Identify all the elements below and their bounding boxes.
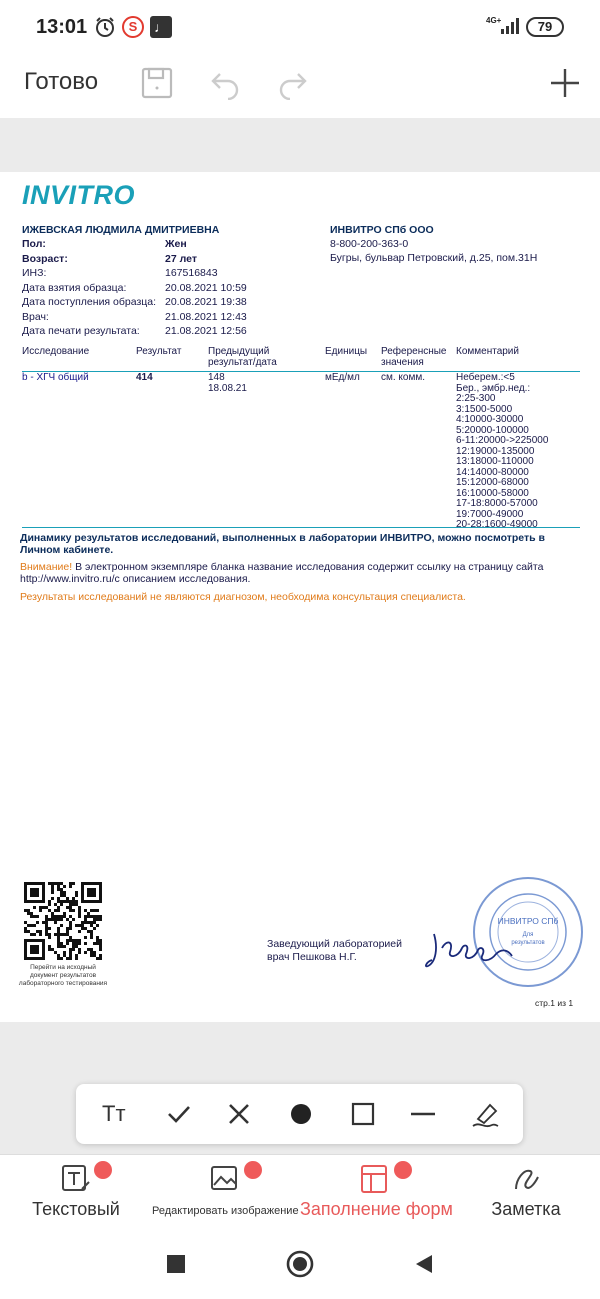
lab-phone: 8-800-200-363-0	[330, 238, 409, 250]
tab-note[interactable]	[484, 1163, 568, 1220]
premium-icon	[394, 1161, 412, 1179]
info-label: Дата печати результата:	[22, 325, 140, 337]
document-page[interactable]	[0, 172, 600, 1022]
comment-line: 19:7000-49000	[456, 508, 524, 520]
table-row	[22, 372, 580, 528]
info-row	[22, 253, 322, 268]
info-row	[22, 311, 322, 326]
home-icon[interactable]	[286, 1250, 314, 1278]
status-bar	[0, 0, 600, 56]
dynamics-note: Динамику результатов исследований, выполненных в лаборатории ИНВИТРО, можно посмотреть в Личном кабинете.	[20, 532, 545, 556]
alarm-icon	[94, 16, 116, 38]
editor-toolbar	[0, 56, 600, 118]
info-row	[22, 282, 322, 297]
col-reference: Референсные значения	[381, 346, 447, 368]
test-link[interactable]: b - ХГЧ общий	[22, 372, 89, 383]
image-edit-icon	[209, 1163, 241, 1195]
undo-icon[interactable]	[208, 66, 242, 100]
comment-line: 14:14000-80000	[456, 466, 529, 478]
info-label: Возраст:	[22, 252, 68, 265]
col-comment: Комментарий	[456, 346, 519, 357]
signature-pen-icon[interactable]	[470, 1099, 500, 1129]
previous-date: 18.08.21	[208, 382, 247, 394]
comment-line: Неберем.:<5	[456, 372, 515, 383]
reference: см. комм.	[381, 372, 426, 383]
info-value: 20.08.2021 10:59	[165, 281, 247, 294]
music-app-icon: ♩	[150, 16, 172, 38]
units: мЕд/мл	[325, 372, 360, 383]
qr-caption: Перейти на исходный документ результатов лабораторного тестирования	[18, 964, 108, 987]
svg-text:результатов: результатов	[511, 940, 545, 946]
system-nav-bar	[0, 1228, 600, 1299]
page-number: стр.1 из 1	[535, 998, 574, 1008]
warning-note: Результаты исследований не являются диагнозом, необходима консультация специалиста.	[20, 591, 466, 603]
info-label: ИНЗ:	[22, 267, 47, 279]
save-icon[interactable]	[140, 66, 174, 100]
info-value: Жен	[165, 238, 187, 250]
col-previous: Предыдущий результат/дата	[208, 346, 277, 368]
info-row	[22, 267, 322, 282]
info-label: Пол:	[22, 238, 46, 250]
comment-line: 20-28:1600-49000	[456, 519, 538, 530]
info-label: Дата поступления образца:	[22, 296, 157, 308]
invitro-logo: INVITRO	[22, 180, 136, 210]
draw-tools-palette	[76, 1084, 523, 1144]
previous-result	[208, 373, 308, 394]
comment-line: 17-18:8000-57000	[456, 498, 538, 509]
lab-info	[330, 224, 590, 266]
cross-icon[interactable]	[224, 1099, 254, 1129]
comment-line: 15:12000-68000	[456, 477, 529, 488]
text-tool-button[interactable]: Tт	[102, 1101, 126, 1126]
page-margin	[0, 118, 600, 172]
comment-line: 12:19000-135000	[456, 445, 535, 457]
line-icon[interactable]	[408, 1099, 438, 1129]
dot-icon[interactable]	[286, 1099, 316, 1129]
tab-label: Заполнение форм	[300, 1199, 453, 1219]
redo-icon[interactable]	[276, 66, 310, 100]
col-test: Исследование	[22, 346, 90, 357]
comments	[456, 373, 580, 531]
comment-line: 2:25-300	[456, 393, 496, 404]
battery-indicator: 79	[526, 17, 564, 37]
result-value: 414	[136, 372, 153, 383]
square-icon[interactable]	[348, 1099, 378, 1129]
info-value: 167516843	[165, 267, 218, 279]
done-button[interactable]: Готово	[24, 68, 99, 95]
info-value: 21.08.2021 12:56	[165, 325, 247, 337]
network-type: 4G+	[486, 16, 502, 25]
check-icon[interactable]	[164, 1099, 194, 1129]
attention-note	[20, 562, 580, 585]
tab-label: Текстовый	[32, 1199, 120, 1219]
add-icon[interactable]	[548, 66, 582, 100]
info-value: 21.08.2021 12:43	[165, 310, 247, 323]
comment-line: 3:1500-5000	[456, 403, 513, 415]
back-icon[interactable]	[412, 1252, 436, 1276]
lab-name: ИНВИТРО СПб ООО	[330, 224, 434, 236]
form-icon	[359, 1163, 391, 1195]
note-scribble-icon	[510, 1163, 542, 1195]
patient-info	[22, 238, 322, 340]
lab-head	[267, 938, 402, 964]
tab-label: Заметка	[491, 1199, 561, 1219]
signal-icon	[500, 18, 520, 34]
comment-line: Бер., эмбр.нед.:	[456, 382, 531, 394]
premium-icon	[94, 1161, 112, 1179]
recents-icon[interactable]	[164, 1252, 188, 1276]
lab-head-title: Заведующий лабораторией	[267, 938, 402, 950]
text-edit-icon	[60, 1163, 92, 1195]
info-row	[22, 238, 322, 253]
info-value: 27 лет	[165, 252, 197, 265]
info-value: 20.08.2021 19:38	[165, 296, 247, 308]
s-app-icon: S	[122, 16, 144, 38]
qr-code[interactable]	[24, 882, 102, 960]
info-label: Врач:	[22, 310, 49, 323]
col-result: Результат	[136, 346, 182, 357]
signature	[424, 928, 516, 972]
lab-head-name: врач Пешкова Н.Г.	[267, 951, 357, 963]
svg-text:Для: Для	[522, 932, 534, 938]
comment-line: 5:20000-100000	[456, 424, 529, 436]
premium-icon	[244, 1161, 262, 1179]
attention-label: Внимание!	[20, 561, 73, 573]
patient-name: ИЖЕВСКАЯ ЛЮДМИЛА ДМИТРИЕВНА	[22, 224, 220, 236]
tab-label: Редактировать изображение	[152, 1205, 299, 1217]
tab-edit-image[interactable]	[152, 1163, 298, 1217]
lab-address: Бугры, бульвар Петровский, д.25, пом.31Н	[330, 252, 538, 264]
info-row	[22, 296, 322, 311]
tab-fill-forms[interactable]	[300, 1163, 453, 1220]
previous-value: 148	[208, 372, 225, 383]
comment-line: 13:18000-110000	[456, 456, 534, 467]
comment-line: 16:10000-58000	[456, 487, 529, 499]
info-row	[22, 325, 322, 340]
tab-text[interactable]	[30, 1163, 122, 1220]
col-units: Единицы	[325, 346, 368, 357]
attention-text: В электронном экземпляре бланка название исследования содержит ссылку на страницу сайта http://www.invitro.ru/с описанием исследования.	[20, 561, 544, 585]
comment-line: 6-11:20000->225000	[456, 435, 549, 446]
svg-text:ИНВИТРО СПб: ИНВИТРО СПб	[497, 916, 559, 926]
comment-line: 4:10000-30000	[456, 414, 524, 425]
info-label: Дата взятия образца:	[22, 281, 127, 294]
results-table-header	[22, 346, 580, 372]
status-time: 13:01	[36, 16, 88, 38]
bottom-tab-bar	[0, 1154, 600, 1228]
